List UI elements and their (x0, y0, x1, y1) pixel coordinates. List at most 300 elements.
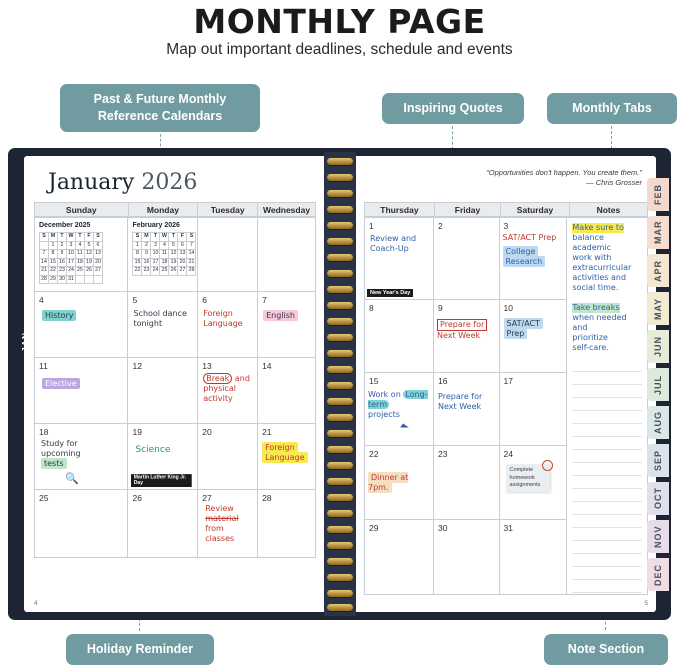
note-rule (572, 489, 642, 502)
entry-d24-l1: Complete (509, 467, 534, 474)
mini-table-dec (39, 232, 103, 284)
mini-day: 21 (187, 258, 196, 267)
entry-review-coach (370, 234, 432, 254)
mini-day: 26 (169, 267, 178, 276)
mini-day (94, 275, 103, 284)
calendar-cell-31[interactable] (499, 519, 567, 594)
calendar-cell-13[interactable] (198, 358, 258, 424)
mini-day: 26 (85, 267, 94, 276)
calendar-cell-6[interactable] (198, 292, 258, 358)
mini-day: 24 (67, 267, 76, 276)
mini-day: 28 (187, 267, 196, 276)
entry-review-material (205, 504, 256, 544)
daynum-22: 22 (369, 449, 379, 460)
mini-day: 23 (58, 267, 67, 276)
note-rule (572, 528, 642, 541)
month-tab-jun[interactable]: JUN (647, 330, 669, 363)
mini-dow: S (94, 233, 103, 242)
daynum-30: 30 (438, 522, 448, 533)
callout-monthly-tabs: Monthly Tabs (547, 93, 677, 124)
month-tab-jul[interactable]: JUL (647, 368, 669, 401)
note-line-5: activities and (572, 273, 627, 282)
coil-ring (327, 238, 353, 245)
mini-day: 23 (142, 267, 151, 276)
coil-ring (327, 526, 353, 533)
calendar-cell-25[interactable] (35, 490, 128, 558)
entry-fl6-l2: Language (203, 319, 243, 328)
quote-block (462, 168, 642, 188)
coil-ring (327, 604, 353, 611)
entry-d9-l1: Prepare for (437, 319, 487, 331)
mini-day: 13 (94, 250, 103, 259)
page-number-left: 4 (34, 600, 38, 607)
note-line-7: Take breaks (572, 303, 620, 312)
calendar-cell-9[interactable] (434, 300, 500, 373)
month-tab-sep[interactable]: SEP (647, 444, 669, 477)
note-line-10: self-care. (572, 343, 609, 352)
daynum-24: 24 (503, 449, 514, 460)
calendar-cell-14[interactable] (258, 358, 316, 424)
coil-ring (327, 286, 353, 293)
coil-ring (327, 174, 353, 181)
coil-ring (327, 318, 353, 325)
entry-science: Science (135, 445, 171, 455)
entry-d15-l2: projects (368, 410, 400, 420)
mini-day: 2 (142, 241, 151, 250)
coil-ring (327, 222, 353, 229)
coil-ring (327, 270, 353, 277)
coil-ring (327, 446, 353, 453)
entry-d24-l3: assignments (509, 481, 541, 488)
daynum-26: 26 (132, 493, 142, 503)
mini-day: 27 (94, 267, 103, 276)
mini-day: 18 (76, 258, 85, 267)
mini-day (76, 275, 85, 284)
quote-text: "Opportunities don't happen. You create them." (486, 168, 642, 177)
mini-dow: T (169, 233, 178, 242)
calendar-cell-3[interactable] (499, 218, 567, 300)
mini-day: 12 (85, 250, 94, 259)
entry-fl21-l1: Foreign (262, 442, 298, 453)
calendar-cell-5[interactable] (128, 292, 198, 358)
note-rule (572, 450, 642, 463)
mini-day: 6 (178, 241, 187, 250)
entry-break-line1 (203, 374, 256, 384)
entry-study-l1: Study for (41, 439, 78, 448)
entry-dinner-label: Dinner at 7pm. (368, 473, 409, 493)
mini-dow: T (151, 233, 160, 242)
entry-d9-l2: Next Week (437, 331, 481, 341)
entry-fl6-l1: Foreign (203, 309, 233, 318)
daynum-14: 14 (262, 361, 272, 371)
planner-page-left (24, 156, 324, 612)
mini-day: 12 (169, 250, 178, 259)
calendar-cell-8[interactable] (365, 300, 434, 373)
planner-spine (324, 152, 356, 616)
mini-dow: T (58, 233, 67, 242)
daynum-1: 1 (369, 221, 374, 231)
daynum-29: 29 (369, 522, 379, 533)
mini-day: 30 (58, 275, 67, 284)
coil-ring (327, 158, 353, 165)
mini-dow: W (67, 233, 76, 242)
mini-day: 15 (49, 258, 58, 267)
weekday-friday: Friday (434, 203, 500, 217)
mini-calendar-december (39, 221, 129, 284)
entry-d10-l1: SAT/ACT (504, 318, 543, 329)
daynum-19: 19 (132, 427, 142, 437)
calendar-cell-18[interactable] (35, 424, 128, 490)
mini-day: 7 (187, 241, 196, 250)
entry-foreign-language-6 (203, 309, 256, 329)
entry-activity: activity (203, 394, 233, 403)
entry-dinner (368, 473, 432, 493)
month-tab-nov[interactable]: NOV (647, 520, 669, 553)
mini-day: 6 (94, 241, 103, 250)
entry-break-activity (203, 374, 256, 404)
coil-ring (327, 302, 353, 309)
entry-elective (42, 379, 126, 389)
weekday-header-left (34, 202, 316, 217)
note-ruled-lines (568, 353, 646, 593)
calendar-cell-2[interactable] (434, 218, 500, 300)
note-line-4: extracurricular (572, 263, 632, 272)
coil-ring (327, 558, 353, 565)
notes-column[interactable] (567, 218, 648, 595)
mini-dow: M (49, 233, 58, 242)
calendar-cell-11[interactable] (35, 358, 128, 424)
note-line-3: work with (572, 253, 612, 262)
mini-day: 21 (40, 267, 49, 276)
coil-ring (327, 382, 353, 389)
mini-dow: M (142, 233, 151, 242)
mini-day: 11 (76, 250, 85, 259)
mini-day: 8 (49, 250, 58, 259)
mini-day: 20 (178, 258, 187, 267)
notes-handwritten (568, 219, 646, 353)
daynum-2: 2 (438, 221, 443, 231)
coil-ring (327, 398, 353, 405)
note-rule (572, 437, 642, 450)
page-subtitle: Map out important deadlines, schedule and events (166, 41, 513, 58)
mini-day: 16 (142, 258, 151, 267)
entry-english-label: English (263, 310, 298, 321)
mini-day: 1 (133, 241, 142, 250)
entry-english (263, 311, 314, 321)
mini-dow: S (187, 233, 196, 242)
mini-day: 2 (58, 241, 67, 250)
coil-ring (327, 590, 353, 597)
coil-ring (327, 334, 353, 341)
mini-title-feb: February 2026 (132, 222, 180, 229)
mini-day: 18 (160, 258, 169, 267)
mini-title-dec: December 2025 (39, 222, 91, 229)
daynum-23: 23 (438, 449, 448, 460)
note-rule (572, 476, 642, 489)
entry-foreign-language-21 (262, 443, 314, 463)
note-line-1: Make sure to (572, 223, 624, 232)
entry-d3-l1: SAT/ACT Prep (502, 233, 557, 242)
mini-day: 1 (49, 241, 58, 250)
mini-day (85, 275, 94, 284)
month-tab-dec[interactable]: DEC (647, 558, 669, 591)
daynum-20: 20 (202, 427, 212, 437)
month-tab-apr[interactable]: APR (647, 254, 669, 287)
note-rule (572, 567, 642, 580)
mini-day: 16 (58, 258, 67, 267)
mini-dow: T (76, 233, 85, 242)
mini-dow: W (160, 233, 169, 242)
entry-break-word: Break (203, 373, 232, 384)
mini-day: 5 (169, 241, 178, 250)
page-number-right: 5 (644, 600, 648, 607)
daynum-8: 8 (369, 303, 374, 314)
mini-day: 3 (151, 241, 160, 250)
planner-book (8, 148, 671, 620)
note-line-9: prioritize (572, 333, 608, 342)
note-rule (572, 502, 642, 515)
entry-longterm-projects (368, 390, 432, 420)
coil-ring (327, 494, 353, 501)
calendar-cell-21[interactable] (258, 424, 316, 490)
calendar-cell-28[interactable] (258, 490, 316, 558)
daynum-21: 21 (262, 427, 272, 437)
calendar-cell-29[interactable] (365, 519, 434, 594)
entry-prepare-16 (438, 392, 498, 412)
calendar-cell-23[interactable] (434, 446, 500, 519)
callout-reference-calendars: Past & Future Monthly Reference Calendars (60, 84, 260, 132)
entry-d16-l2: Next Week (438, 402, 482, 412)
weekday-notes: Notes (569, 203, 647, 217)
calendar-cell-12[interactable] (128, 358, 198, 424)
calendar-cell-30[interactable] (434, 519, 500, 594)
entry-school-dance-l1: School dance (133, 309, 187, 318)
month-year: 2026 (141, 170, 198, 195)
calendar-cell-1[interactable] (365, 218, 434, 300)
mini-day: 31 (67, 275, 76, 284)
mini-day: 4 (76, 241, 85, 250)
note-rule (572, 515, 642, 528)
mini-day: 9 (142, 250, 151, 259)
calendar-cell-15[interactable] (365, 373, 434, 446)
calendar-grid-right (364, 217, 648, 595)
mini-dow: F (178, 233, 187, 242)
weekday-monday: Monday (128, 203, 198, 217)
clock-icon (542, 460, 553, 471)
mini-dow: S (40, 233, 49, 242)
coil-ring (327, 478, 353, 485)
month-tab-may[interactable]: MAY (647, 292, 669, 325)
daynum-11: 11 (39, 361, 48, 371)
daynum-31: 31 (503, 522, 514, 533)
entry-elective-label: Elective (42, 378, 80, 389)
daynum-10: 10 (503, 303, 514, 314)
mini-day: 17 (67, 258, 76, 267)
weekday-saturday: Saturday (501, 203, 570, 217)
entry-d15-work: Work on (368, 390, 401, 400)
entry-d16-l1: Prepare for (438, 392, 483, 402)
planner-page-right (356, 156, 656, 612)
mini-table-feb (132, 232, 196, 276)
page-title: MONTHLY PAGE (193, 2, 486, 41)
month-tab-aug[interactable]: AUG (647, 406, 669, 439)
mini-dow: S (133, 233, 142, 242)
daynum-28: 28 (262, 493, 272, 503)
entry-physical: physical (203, 384, 237, 393)
mini-day: 19 (169, 258, 178, 267)
mini-calendar-february (132, 221, 199, 276)
calendar-cell-26[interactable] (128, 490, 198, 558)
mini-dow: F (85, 233, 94, 242)
coil-ring (327, 206, 353, 213)
mini-day: 5 (85, 241, 94, 250)
entry-review-l4: classes (205, 534, 235, 543)
coil-ring (327, 414, 353, 421)
daynum-27: 27 (202, 493, 212, 503)
weekday-wednesday: Wednesday (258, 203, 316, 217)
weekday-thursday: Thursday (365, 203, 435, 217)
calendar-cell-24[interactable] (499, 446, 567, 519)
holiday-badge-mlk: Martin Luther King Jr. Day (131, 474, 192, 487)
mini-day: 28 (40, 275, 49, 284)
coil-ring (327, 366, 353, 373)
entry-d24-l2: homework (509, 474, 535, 481)
note-line-8: when needed and (572, 313, 627, 332)
note-rule (572, 372, 642, 385)
mini-day: 11 (160, 250, 169, 259)
coil-ring (327, 510, 353, 517)
mini-day: 14 (187, 250, 196, 259)
coil-ring (327, 254, 353, 261)
month-tab-oct[interactable]: OCT (647, 482, 669, 515)
calendar-cell-19[interactable] (128, 424, 198, 490)
note-line-6: social time. (572, 283, 619, 292)
mini-day: 25 (76, 267, 85, 276)
calendar-cell-mini[interactable] (128, 218, 198, 292)
note-rule (572, 541, 642, 554)
calendar-cell-22[interactable] (365, 446, 434, 519)
daynum-18: 18 (39, 427, 49, 437)
note-rule (572, 385, 642, 398)
entry-d3-l3: Research (503, 256, 546, 267)
mini-day: 22 (133, 267, 142, 276)
entry-d10-l2: Prep (504, 328, 528, 339)
calendar-grid-left (34, 217, 316, 558)
calendar-cell-10[interactable] (499, 300, 567, 373)
calendar-cell-20[interactable] (198, 424, 258, 490)
callout-holiday-reminder: Holiday Reminder (66, 634, 214, 665)
cursor-icon (400, 424, 409, 432)
calendar-cell-27[interactable] (198, 490, 258, 558)
calendar-cell-mini[interactable] (35, 218, 128, 292)
note-rule (572, 359, 642, 372)
entry-prepare-9 (437, 319, 498, 341)
callout-quotes: Inspiring Quotes (382, 93, 524, 124)
coil-ring (327, 542, 353, 549)
mini-day (40, 241, 49, 250)
entry-d3-l2: College (503, 246, 539, 257)
mini-day: 24 (151, 267, 160, 276)
calendar-cell-7[interactable] (258, 292, 316, 358)
note-rule (572, 398, 642, 411)
entry-tests-label: tests (41, 458, 67, 469)
mini-day: 10 (67, 250, 76, 259)
entry-and-word: and (234, 374, 250, 383)
callout-note-section: Note Section (544, 634, 668, 665)
daynum-9: 9 (438, 303, 443, 314)
mini-day: 14 (40, 258, 49, 267)
mini-day: 19 (85, 258, 94, 267)
entry-sat-act-10 (504, 319, 566, 339)
entry-history (42, 311, 126, 321)
entry-study-l3 (41, 459, 126, 469)
coil-ring (327, 190, 353, 197)
calendar-cell-16[interactable] (434, 373, 500, 446)
mini-day: 3 (67, 241, 76, 250)
entry-d15-l1 (368, 390, 432, 410)
note-rule (572, 411, 642, 424)
month-title (48, 170, 197, 195)
note-line-2: balance academic (572, 233, 612, 252)
daynum-12: 12 (132, 361, 142, 371)
quote-author: — Chris Grosser (586, 178, 642, 188)
month-tab-mar[interactable]: MAR (647, 216, 669, 249)
mini-day: 8 (133, 250, 142, 259)
mini-day: 13 (178, 250, 187, 259)
calendar-cell-empty[interactable] (258, 218, 316, 292)
mini-day: 4 (160, 241, 169, 250)
mini-day: 17 (151, 258, 160, 267)
daynum-5: 5 (132, 295, 138, 305)
calendar-cell-17[interactable] (499, 373, 567, 446)
weekday-header-right (364, 202, 648, 217)
coil-ring (327, 430, 353, 437)
note-rule (572, 554, 642, 567)
daynum-13: 13 (202, 361, 212, 371)
note-rule (572, 463, 642, 476)
entry-study-tests (41, 439, 126, 469)
month-name: January (48, 170, 135, 195)
mini-day: 10 (151, 250, 160, 259)
entry-fl21-l2: Language (262, 452, 307, 463)
daynum-17: 17 (503, 376, 514, 387)
entry-d1-l2: Coach-Up (370, 244, 409, 253)
daynum-25: 25 (39, 493, 49, 503)
entry-review-l3: from (205, 524, 224, 533)
note-rule (572, 580, 642, 593)
mini-day: 15 (133, 258, 142, 267)
calendar-cell-4[interactable] (35, 292, 128, 358)
month-tab-feb[interactable]: FEB (647, 178, 669, 211)
mini-day: 27 (178, 267, 187, 276)
daynum-16: 16 (438, 376, 448, 387)
entry-d1-l1: Review and (370, 234, 417, 243)
coil-ring (327, 462, 353, 469)
entry-sat-act-college (503, 233, 566, 267)
entry-d15-longterm: Long-term (368, 390, 428, 410)
daynum-15: 15 (369, 376, 379, 387)
coil-ring (327, 350, 353, 357)
calendar-cell-empty[interactable] (198, 218, 258, 292)
mini-day: 29 (49, 275, 58, 284)
entry-history-label: History (42, 310, 76, 321)
daynum-4: 4 (39, 295, 44, 305)
note-rule (572, 424, 642, 437)
entry-study-l2: upcoming (41, 449, 81, 458)
magnifier-icon: 🔍 (65, 473, 79, 485)
entry-review-l2: material (205, 514, 239, 523)
entry-school-dance (133, 309, 196, 329)
